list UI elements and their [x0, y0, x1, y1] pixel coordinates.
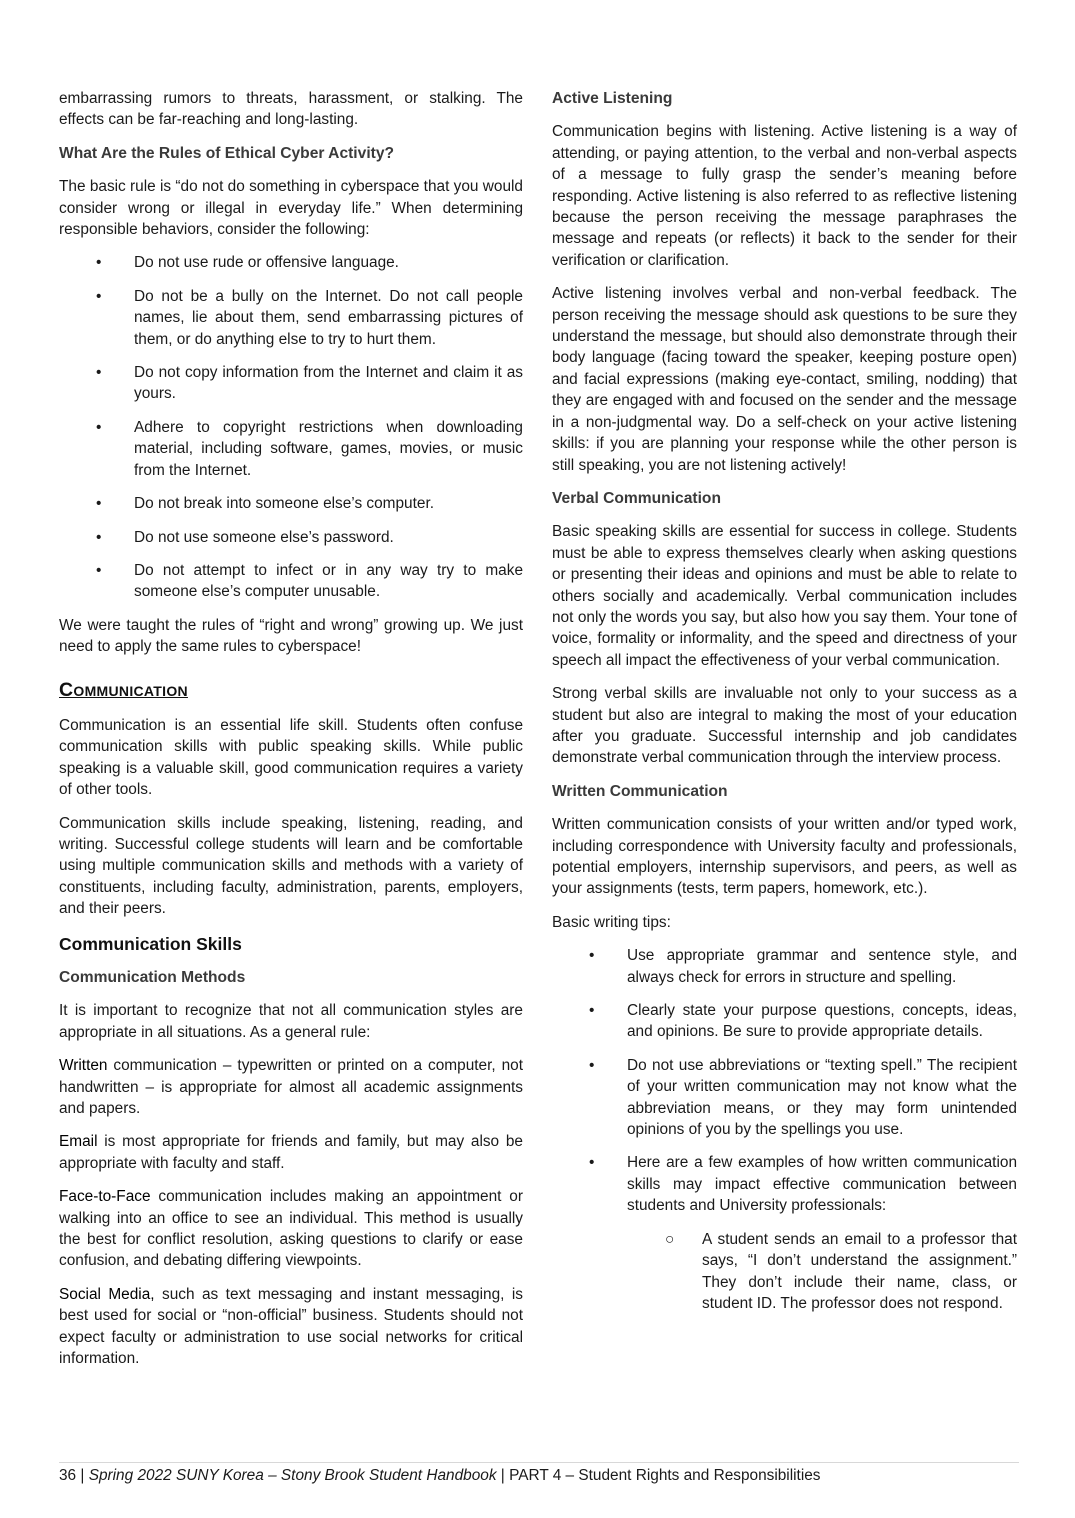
left-column — [59, 88, 523, 1382]
list-item — [59, 252, 523, 273]
verbal-paragraph-1: Basic speaking skills are essential for success in college. Students must be able to express themselves clearly when asking questions or presenting their ideas and opinions and must be able to relate to others socially and academically. Verbal communication includes not only the words you say, but also how you say them. Your tone of voice, formality or informality, and the speed and directness of your speech all impact the effectiveness of your verbal communication. — [552, 523, 1017, 669]
right-column — [552, 88, 1017, 1314]
methods-intro: It is important to recognize that not all communication styles are appropriate in all situations. As a general rule: — [59, 1002, 523, 1041]
list-item — [59, 560, 523, 603]
list-item — [552, 1055, 1017, 1141]
method-keyword: Social Media, — [59, 1285, 155, 1303]
list-item — [552, 945, 1017, 988]
bullet-icon: • — [96, 495, 102, 513]
bullet-icon: • — [96, 528, 102, 546]
separator: | — [76, 1467, 89, 1484]
rules-outro: We were taught the rules of “right and wrong” growing up. We just need to apply the same rules to cyberspace! — [59, 616, 523, 656]
list-item — [59, 417, 523, 481]
written-method — [59, 1055, 523, 1119]
method-text: communication – typewritten or printed on a computer, not handwritten – is appropriate for almost all academic assignments and papers. — [59, 1057, 523, 1118]
separator: | — [496, 1467, 510, 1484]
list-item-text: Do not be a bully on the Internet. Do not call people names, lie about them, send embarrassing pictures of them, or do anything else to try to hurt them. — [134, 287, 523, 348]
list-item — [59, 527, 523, 548]
list-item-text: A student sends an email to a professor that says, “I don’t understand the assignment.” They don’t include their name, class, or student ID. The professor does not respond. — [702, 1230, 1017, 1312]
list-item — [59, 493, 523, 514]
example-list — [552, 1229, 1017, 1315]
list-item — [59, 362, 523, 405]
communication-paragraph-2: Communication skills include speaking, listening, reading, and writing. Successful college students will learn and be comfortable using multiple communication skills and methods with a variety of constituents, including faculty, administration, parents, employers, and their peers. — [59, 814, 523, 918]
tips-intro: Basic writing tips: — [552, 913, 671, 931]
method-text: is most appropriate for friends and family, but may also be appropriate with faculty and staff. — [59, 1133, 523, 1172]
active-listening-paragraph-1: Communication begins with listening. Active listening is a way of attending, or paying attention, to the verbal and non-verbal aspects of a message to fully grasp the sender’s meaning before responding. Active listening is also referred to as reflective listening because the person receiving the message paraphrases the message and repeats (or reflects) it back to the sender for their verification or clarification. — [552, 123, 1017, 269]
list-item-text: Do not break into someone else’s computer. — [134, 495, 435, 513]
rules-list — [59, 252, 523, 602]
bullet-icon: • — [96, 364, 102, 382]
method-text: communication includes making an appointment or walking into an office to see an individual. This method is usually the best for conflict resolution, asking questions to clarify or ease confusion, and debating differing viewpoints. — [59, 1188, 523, 1270]
list-item-text: Do not attempt to infect or in any way try to make someone else’s computer unusable. — [134, 561, 523, 601]
method-text: such as text messaging and instant messaging, is best used for social or “non-official” business. Students should not expect faculty or administration to use social networks for critical information. — [59, 1285, 523, 1368]
list-item-text: Do not use abbreviations or “texting spell.” The recipient of your written communication may not know what the abbreviation means, or they may form unintended opinions of you by the spellings you use. — [627, 1056, 1017, 1139]
list-item — [552, 1000, 1017, 1043]
bullet-icon: • — [589, 947, 595, 965]
intro-continuation: embarrassing rumors to threats, harassment, or stalking. The effects can be far-reaching and long-lasting. — [59, 90, 523, 129]
bullet-icon: • — [589, 1154, 595, 1172]
list-item — [552, 1229, 1017, 1315]
page-number: 36 — [59, 1467, 77, 1484]
face-to-face-method — [59, 1186, 523, 1272]
tips-list — [552, 945, 1017, 1216]
list-item — [552, 1152, 1017, 1216]
list-item-text: Do not copy information from the Internet and claim it as yours. — [134, 364, 523, 403]
skills-heading: Communication Skills — [59, 933, 242, 954]
list-item-text: Use appropriate grammar and sentence style, and always check for errors in structure and spelling. — [627, 947, 1017, 986]
list-item-text: Adhere to copyright restrictions when downloading material, including software, games, movies, or music from the Internet. — [134, 418, 523, 479]
list-item — [59, 286, 523, 350]
page-footer — [59, 1462, 1019, 1485]
active-listening-heading: Active Listening — [552, 90, 673, 107]
method-keyword: Email — [59, 1133, 98, 1151]
written-heading: Written Communication — [552, 782, 728, 800]
part-title: PART 4 – Student Rights and Responsibilities — [509, 1467, 821, 1484]
bullet-icon: • — [589, 1056, 595, 1074]
social-media-method — [59, 1284, 523, 1370]
bullet-icon: • — [96, 418, 102, 436]
bullet-icon: • — [96, 561, 102, 579]
list-item-text: Do not use rude or offensive language. — [134, 254, 399, 272]
bullet-icon: • — [589, 1002, 595, 1020]
active-listening-paragraph-2: Active listening involves verbal and non-verbal feedback. The person receiving the message should ask questions to be sure they understand the message, but should also demonstrate through their body language (facing toward the speaker, keeping posture open) and facial expressions (making eye-contact, smiling, nodding) that they are engaged with and focused on the sender and the message in a non-judgmental way. Do a self-check on your active listening skills: if you are planning your response while the other person is still speaking, you are not listening actively! — [552, 285, 1017, 474]
bullet-icon: • — [96, 287, 102, 305]
email-method — [59, 1131, 523, 1174]
circle-bullet-icon: ○ — [665, 1230, 675, 1248]
verbal-paragraph-2: Strong verbal skills are invaluable not only to your success as a student but also are integral to making the most of your education after you graduate. Successful internship and job candidates demonstrate verbal communication through the interview process. — [552, 685, 1017, 767]
methods-heading: Communication Methods — [59, 969, 246, 986]
method-keyword: Written — [59, 1057, 108, 1075]
written-paragraph: Written communication consists of your written and/or typed work, including correspondence with University faculty and professionals, potential employers, internship supervisors, and peers, as well as your assignments (tests, term papers, homework, etc.). — [552, 816, 1017, 898]
rules-intro: The basic rule is “do not do something in cyberspace that you would consider wrong or illegal in everyday life.” When determining responsible behaviors, consider the following: — [59, 178, 523, 239]
list-item-text: Here are a few examples of how written communication skills may impact effective communication between students and University professionals: — [627, 1154, 1017, 1215]
section-title: Communication — [59, 678, 188, 701]
list-item-text: Clearly state your purpose questions, concepts, ideas, and opinions. Be sure to provide appropriate details. — [627, 1002, 1017, 1041]
list-item-text: Do not use someone else’s password. — [134, 528, 394, 546]
rules-heading: What Are the Rules of Ethical Cyber Activity? — [59, 144, 395, 162]
verbal-heading: Verbal Communication — [552, 489, 721, 507]
communication-paragraph-1: Communication is an essential life skill. Students often confuse communication skills with public speaking skills. While public speaking is a valuable skill, good communication requires a variety of other tools. — [59, 716, 523, 799]
method-keyword: Face-to-Face — [59, 1188, 151, 1206]
handbook-title: Spring 2022 SUNY Korea – Stony Brook Student Handbook — [88, 1467, 497, 1484]
bullet-icon: • — [96, 254, 102, 272]
